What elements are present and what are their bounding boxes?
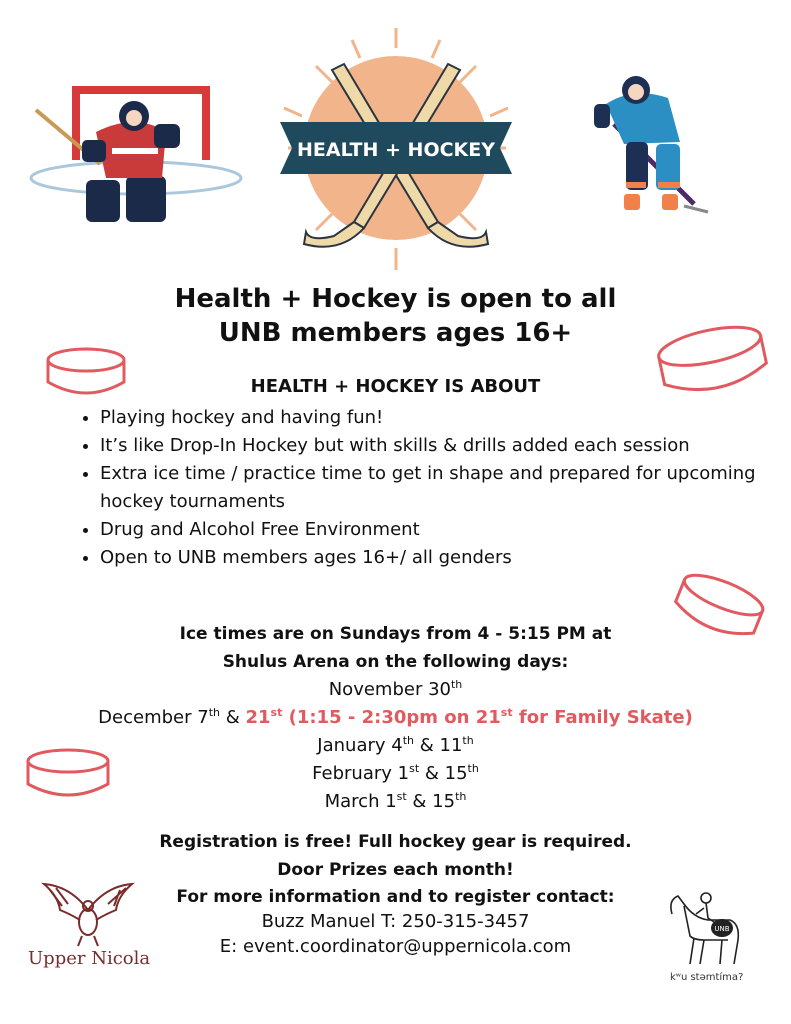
date-march: March 1st & 15th bbox=[324, 790, 467, 812]
registration-line-2: Door Prizes each month! bbox=[277, 860, 514, 880]
banner-text: HEALTH + HOCKEY bbox=[296, 139, 496, 161]
about-list bbox=[76, 404, 760, 572]
date-february: February 1st & 15th bbox=[312, 762, 479, 784]
date-november: November 30th bbox=[328, 678, 463, 700]
headline-line-2: UNB members ages 16+ bbox=[218, 318, 573, 348]
date-december: December 7th & 21st (1:15 - 2:30pm on 21st for Family Skate) bbox=[98, 706, 693, 728]
list-item: • Extra ice time / practice time to get in shape and prepared for upcoming hockey tournaments bbox=[100, 460, 760, 516]
list-item: • Open to UNB members ages 16+/ all genders bbox=[100, 544, 760, 572]
skater-illustration bbox=[584, 64, 724, 224]
schedule-heading-1: Ice times are on Sundays from 4 - 5:15 PM at bbox=[179, 624, 612, 644]
health-hockey-emblem bbox=[262, 22, 530, 278]
horse-rider-logo-icon bbox=[664, 884, 748, 970]
schedule-section bbox=[0, 620, 791, 816]
contact-phone: Buzz Manuel T: 250-315-3457 bbox=[261, 911, 530, 932]
date-january: January 4th & 11th bbox=[317, 734, 474, 756]
upper-nicola-logo-text: Upper Nicola bbox=[28, 948, 151, 969]
schedule-heading-2: Shulus Arena on the following days: bbox=[222, 652, 569, 672]
contact-email[interactable]: E: event.coordinator@uppernicola.com bbox=[219, 936, 572, 957]
registration-line-1: Registration is free! Full hockey gear is required. bbox=[159, 832, 632, 852]
list-item: • Drug and Alcohol Free Environment bbox=[100, 516, 760, 544]
registration-info bbox=[0, 828, 791, 884]
about-heading: HEALTH + HOCKEY IS ABOUT bbox=[250, 376, 541, 397]
horse-logo-caption: kʷu stəmtíma? bbox=[670, 972, 744, 983]
family-skate-note: 21st (1:15 - 2:30pm on 21st for Family Skate) bbox=[245, 706, 693, 728]
headline bbox=[0, 282, 791, 350]
horse-badge-text: UNB bbox=[714, 925, 730, 933]
list-item: • Playing hockey and having fun! bbox=[100, 404, 760, 432]
list-item: • It’s like Drop-In Hockey but with skills & drills added each session bbox=[100, 432, 760, 460]
eagle-logo-icon bbox=[40, 880, 136, 948]
headline-line-1: Health + Hockey is open to all bbox=[174, 284, 617, 314]
goalie-illustration bbox=[26, 82, 246, 232]
contact-heading: For more information and to register contact: bbox=[176, 887, 615, 907]
